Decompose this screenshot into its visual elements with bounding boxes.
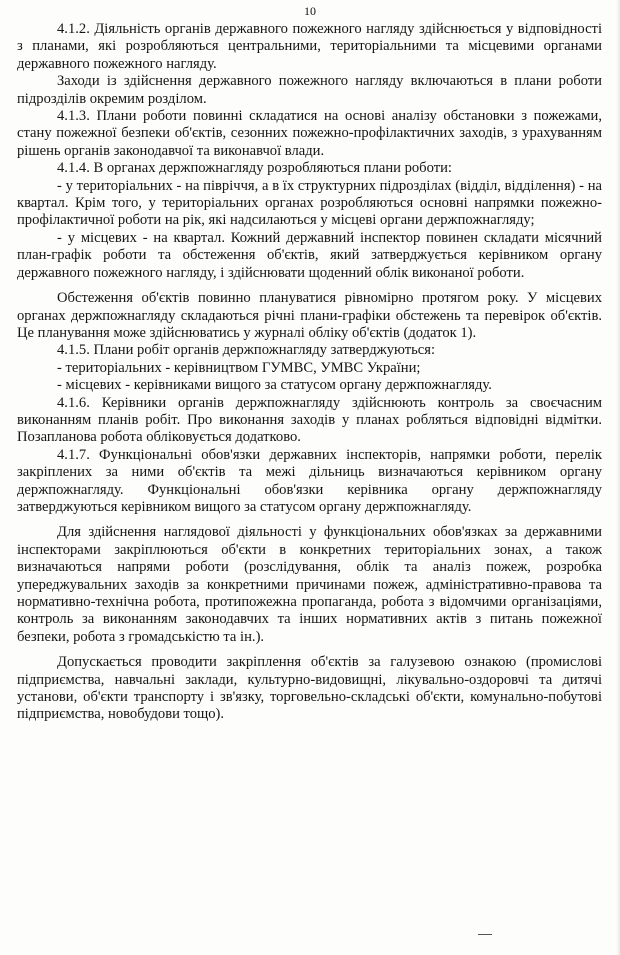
page-edge-shadow [616, 0, 620, 955]
scan-mark [478, 934, 492, 935]
paragraph-4-1-3: 4.1.3. Плани роботи повинні складатися на основі аналізу обстановки з пожежами, стану пожежної безпеки об'єктів, сезонних пожежно-профілактичних заходів, з урахуванням рішень органів законодавчої та виконавчої влади. [17, 108, 602, 159]
paragraph-4-1-6: 4.1.6. Керівники органів держпожнагляду здійснюють контроль за своєчасним виконанням планів робіт. Про виконання заходів у планах робляться відповідні відмітки. Позапланова робота обліковується додатково. [17, 394, 602, 446]
paragraph-local-approval: - місцевих - керівниками вищого за статусом органу держпожнагляду. [57, 377, 492, 394]
paragraph-local-plans: - у місцевих - на квартал. Кожний державний інспектор повинен складати місячний план-графік роботи та обстеження об'єктів, який затверджується керівником органу державного пожежного нагляду, і здійснювати щоденний облік виконаної роботи. [17, 229, 602, 281]
paragraph-measures: Заходи із здійснення державного пожежного нагляду включаються в плани роботи підрозділів окремим розділом. [17, 73, 602, 107]
paragraph-sector-assignment: Допускається проводити закріплення об'єктів за галузевою ознакою (промислові підприємства, навчальні заклади, культурно-видовищні, лікувально-оздоровчі та дитячі установи, об'єкти транспорту і зв'язку, торговельно-складські об'єкти, комунально-побутові підприємства, новобудови тощо). [17, 654, 602, 723]
page-number: 10 [304, 4, 316, 18]
paragraph-territorial-approval: - територіальних - керівництвом ГУМВС, УМВС України; [57, 359, 421, 376]
paragraph-4-1-5: 4.1.5. Плани робіт органів держпожнагляду затверджуються: [57, 342, 436, 359]
paragraph-territorial-plans: - у територіальних - на півріччя, а в їх структурних підрозділах (відділ, відділення) - на квартал. Крім того, у територіальних органах розробляються основні напрямки пожежно-профілактичної роботи на рік, які надсилаються у місцеві органи держпожнагляду; [17, 177, 602, 229]
paragraph-supervision: Для здійснення наглядової діяльності у функціональних обов'язках за державними інспекторами закріплюються об'єкти в конкретних територіальних зонах, а також визначаються напрями роботи (розслідування, облік та аналіз пожеж, розробка упереджувальних заходів за конкретними причинами пожеж, адміністративно-правова та нормативно-технічна робота, протипожежна пропаганда, робота з відомчими організаціями, контроль за виконанням законодавчих та інших нормативних актів з питань пожежної безпеки, робота з громадськістю та ін.). [17, 524, 602, 645]
paragraph-inspections: Обстеження об'єктів повинно плануватися рівномірно протягом року. У місцевих органах держпожнагляду складаються річні плани-графіки обстежень та перевірок об'єктів. Це планування може здійснюватись у журналі обліку об'єктів (додаток 1). [17, 290, 602, 341]
paragraph-4-1-7: 4.1.7. Функціональні обов'язки державних інспекторів, напрямки роботи, перелік закріплених за ними об'єктів та межі дільниць визначаються керівником органу держпожнагляду. Функціональні обов'язки керівника органу держпожнагляду затверджуються керівником вищого за статусом органу держпожнагляду. [17, 446, 602, 515]
paragraph-4-1-4: 4.1.4. В органах держпожнагляду розробляються плани роботи: [57, 160, 452, 177]
document-body [17, 21, 602, 724]
paragraph-4-1-2: 4.1.2. Діяльність органів державного пожежного нагляду здійснюється у відповідності з планами, які розробляються центральними, територіальними та місцевими органами державного пожежного нагляду. [17, 21, 602, 72]
